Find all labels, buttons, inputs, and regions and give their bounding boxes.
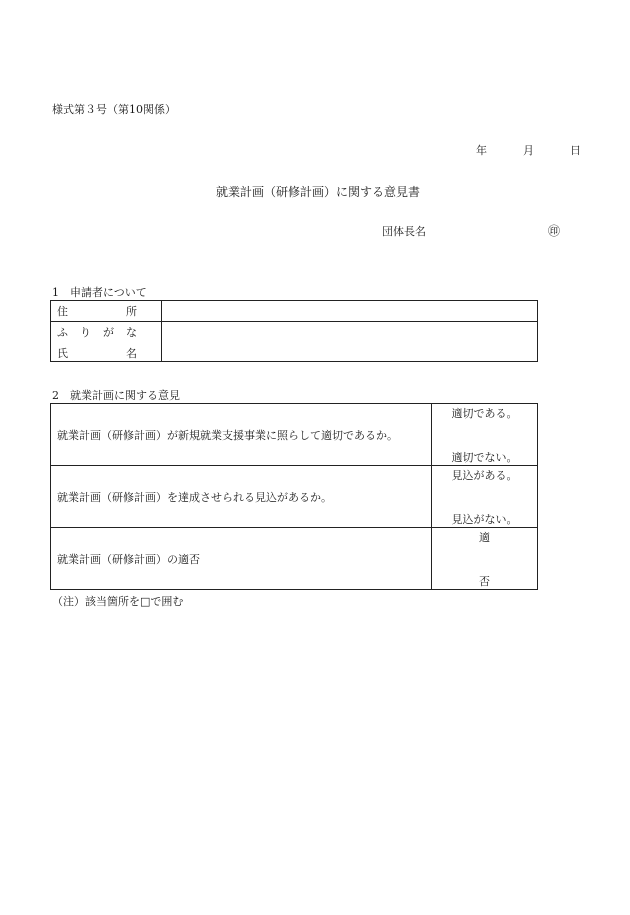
question-cell (51, 404, 432, 466)
date-day-label: 日 (570, 144, 581, 157)
furigana-label-char: り (80, 326, 91, 339)
seal-mark: ㊞ (548, 224, 561, 238)
document-title: 就業計画（研修計画）に関する意見書 (216, 185, 421, 199)
question-text: 就業計画（研修計画）を達成させられる見込があるか。 (57, 490, 332, 504)
form-number: 様式第３号（第10関係） (52, 103, 176, 116)
option-cell[interactable] (432, 528, 538, 590)
option-bottom[interactable]: 否 (479, 574, 490, 588)
name-label-cell (51, 322, 162, 362)
date-month-label: 月 (523, 144, 534, 157)
question-text: 就業計画（研修計画）の適否 (57, 552, 200, 566)
option-bottom[interactable]: 適切でない。 (451, 450, 518, 464)
option-cell[interactable] (432, 466, 538, 528)
address-label-char: 所 (126, 305, 137, 318)
section2-heading: 2 就業計画に関する意見 (52, 389, 180, 402)
furigana-label-char: が (103, 326, 114, 339)
option-top[interactable]: 適切である。 (451, 406, 518, 420)
applicant-table (50, 300, 538, 362)
furigana-label-char: な (126, 326, 137, 339)
question-cell (51, 466, 432, 528)
name-field[interactable] (162, 322, 538, 362)
question-text: 就業計画（研修計画）が新規就業支援事業に照らして適切であるか。 (57, 428, 398, 442)
question-cell (51, 528, 432, 590)
option-cell[interactable] (432, 404, 538, 466)
footnote: （注）該当箇所を□で囲む (52, 595, 184, 608)
section1-heading: 1 申請者について (52, 286, 147, 299)
furigana-label-char: ふ (57, 326, 68, 339)
option-top[interactable]: 適 (479, 530, 490, 544)
name-label-char: 氏 (57, 347, 68, 360)
option-top[interactable]: 見込がある。 (451, 468, 518, 482)
option-bottom[interactable]: 見込がない。 (451, 512, 518, 526)
opinion-table (50, 403, 538, 590)
address-field[interactable] (162, 301, 538, 322)
name-label-char: 名 (126, 347, 137, 360)
address-label-cell (51, 301, 162, 322)
organization-head-label: 団体長名 (382, 225, 426, 238)
date-year-label: 年 (476, 144, 487, 157)
address-label-char: 住 (57, 305, 68, 318)
